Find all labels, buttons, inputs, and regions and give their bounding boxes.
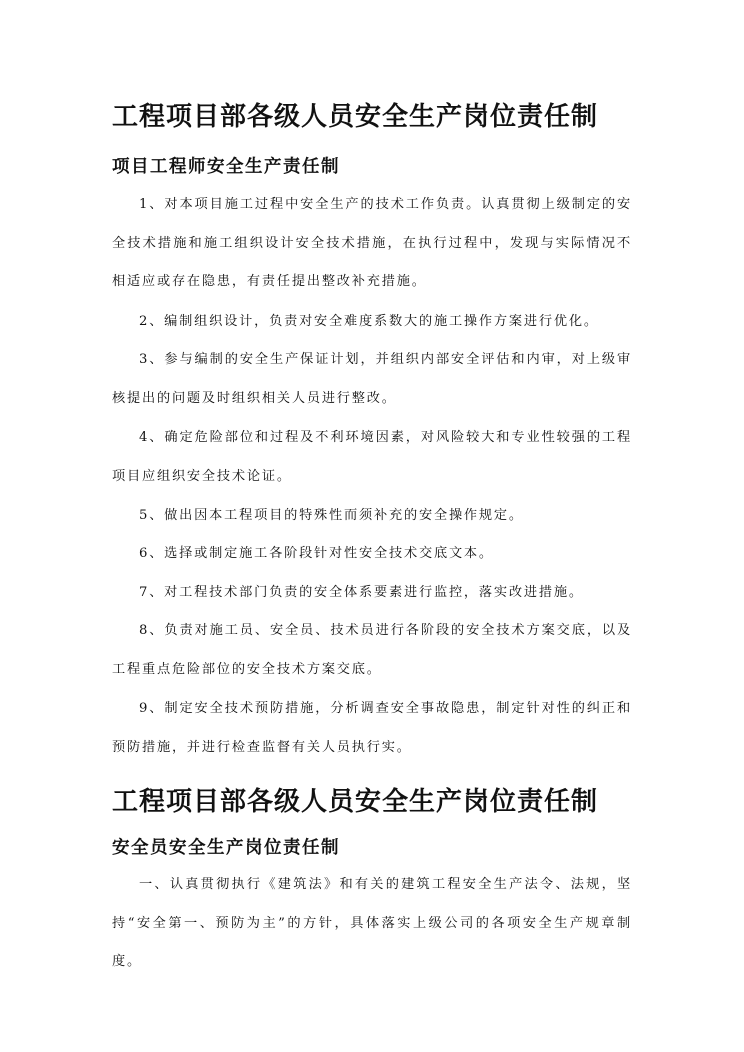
section1-subtitle: 项目工程师安全生产责任制 xyxy=(112,157,340,177)
section1-item-5: 5、做出因本工程项目的特殊性而须补充的安全操作规定。 xyxy=(139,508,524,523)
section2-item-1: 一、认真贯彻执行《建筑法》和有关的建筑工程安全生产法令、法规，坚持“安全第一、预防为主”的方针，具体落实上级公司的各项安全生产规章制度。 xyxy=(112,877,632,970)
section1-item-8: 8、负责对施工员、安全员、技术员进行各阶段的安全技术方案交底，以及工程重点危险部位的安全技术方案交底。 xyxy=(112,623,632,677)
section1-item-4: 4、确定危险部位和过程及不利环境因素，对风险较大和专业性较强的工程项目应组织安全技术论证。 xyxy=(112,430,632,484)
section1-title: 工程项目部各级人员安全生产岗位责任制 xyxy=(112,102,599,132)
section1-item-1: 1、对本项目施工过程中安全生产的技术工作负责。认真贯彻上级制定的安全技术措施和施工组织设计安全技术措施，在执行过程中，发现与实际情况不相适应或存在隐患，有责任提出整改补充措施。 xyxy=(112,197,632,290)
section1-item-3: 3、参与编制的安全生产保证计划，并组织内部安全评估和内审，对上级审核提出的问题及时组织相关人员进行整改。 xyxy=(112,352,632,406)
section2-title: 工程项目部各级人员安全生产岗位责任制 xyxy=(112,787,599,817)
section1-item-2: 2、编制组织设计，负责对安全难度系数大的施工操作方案进行优化。 xyxy=(139,314,599,329)
section1-item-7: 7、对工程技术部门负责的安全体系要素进行监控，落实改进措施。 xyxy=(139,585,584,600)
section2-subtitle: 安全员安全生产岗位责任制 xyxy=(112,838,340,858)
section1-item-6: 6、选择或制定施工各阶段针对性安全技术交底文本。 xyxy=(139,546,494,561)
section1-item-9: 9、制定安全技术预防措施，分析调查安全事故隐患，制定针对性的纠正和预防措施，并进行检查监督有关人员执行实。 xyxy=(112,701,632,755)
